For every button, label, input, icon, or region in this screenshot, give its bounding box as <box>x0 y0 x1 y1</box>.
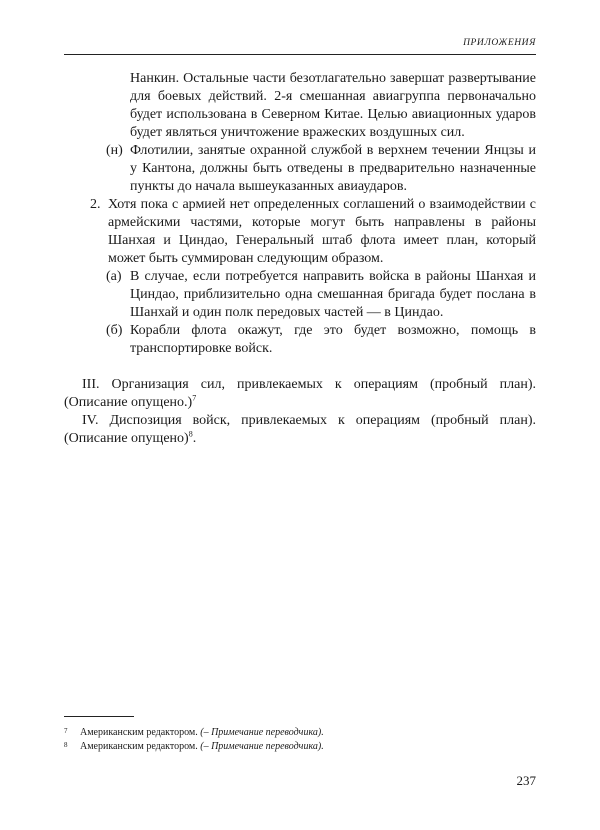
list-item-n-text: Флотилии, занятые охранной службой в верхнем течении Янцзы и у Кантона, должны быть отведены в предварительно назначенные пункты до начала вышеуказанных авиаударов. <box>130 143 536 194</box>
list-item-a-label: (а) <box>106 269 122 284</box>
list-item-b <box>64 322 536 358</box>
list-item-a <box>64 268 536 322</box>
running-header: ПРИЛОЖЕНИЯ <box>463 38 536 48</box>
list-item-2 <box>64 196 536 268</box>
footnote-rule <box>64 716 134 717</box>
list-item-n <box>64 142 536 196</box>
footnote-ref-7[interactable]: 7 <box>192 393 197 403</box>
footnote-7-text: Американским редактором. <box>80 727 201 738</box>
list-item-2-text: Хотя пока с армией нет определенных соглашений о взаимодействии с армейскими частями, которые могут быть направлены в районы Шанхая и Циндао, Генеральный штаб флота имеет план, который может быть суммирован следующим образом. <box>108 197 536 266</box>
section-3-paragraph <box>64 376 536 412</box>
section-4-tail: . <box>192 431 197 446</box>
section-3-text: III. Организация сил, привлекаемых к операциям (пробный план). (Описание опущено.) <box>64 377 536 410</box>
footnote-8-text: Американским редактором. <box>80 741 201 752</box>
page-body <box>64 70 536 448</box>
list-item-2-label: 2. <box>90 197 101 212</box>
list-item-a-text: В случае, если потребуется направить войска в районы Шанхая и Циндао, приблизительно одна смешанная бригада будет послана в Шанхай и один полк передовых частей — в Циндао. <box>130 269 536 320</box>
footnote-8-number: 8 <box>64 741 68 749</box>
footnote-7 <box>64 726 536 740</box>
footnote-7-note: (– Примечание переводчика). <box>200 727 324 738</box>
footnotes <box>64 726 536 754</box>
continuation-paragraph: Нанкин. Остальные части безотлагательно завершат развертывание для боевых действий. 2-я смешанная авиагруппа первоначально будет использована в Северном Китае. Целью авиационных ударов будет являться уничтожение вражеских воздушных сил. <box>130 71 536 140</box>
footnote-ref-8[interactable]: 8 <box>188 429 193 439</box>
list-item-b-text: Корабли флота окажут, где это будет возможно, помощь в транспортировке войск. <box>130 323 536 356</box>
page-number: 237 <box>516 773 536 788</box>
footnote-8-note: (– Примечание переводчика). <box>200 741 324 752</box>
paragraph-gap <box>64 358 536 376</box>
list-item-b-label: (б) <box>106 323 123 338</box>
footnote-7-number: 7 <box>64 727 68 735</box>
footnote-8 <box>64 740 536 754</box>
section-4-paragraph <box>64 412 536 448</box>
list-item-n-label: (н) <box>106 143 123 158</box>
section-4-text: IV. Диспозиция войск, привлекаемых к операциям (пробный план). (Описание опущено) <box>64 413 536 446</box>
header-rule <box>64 54 536 55</box>
